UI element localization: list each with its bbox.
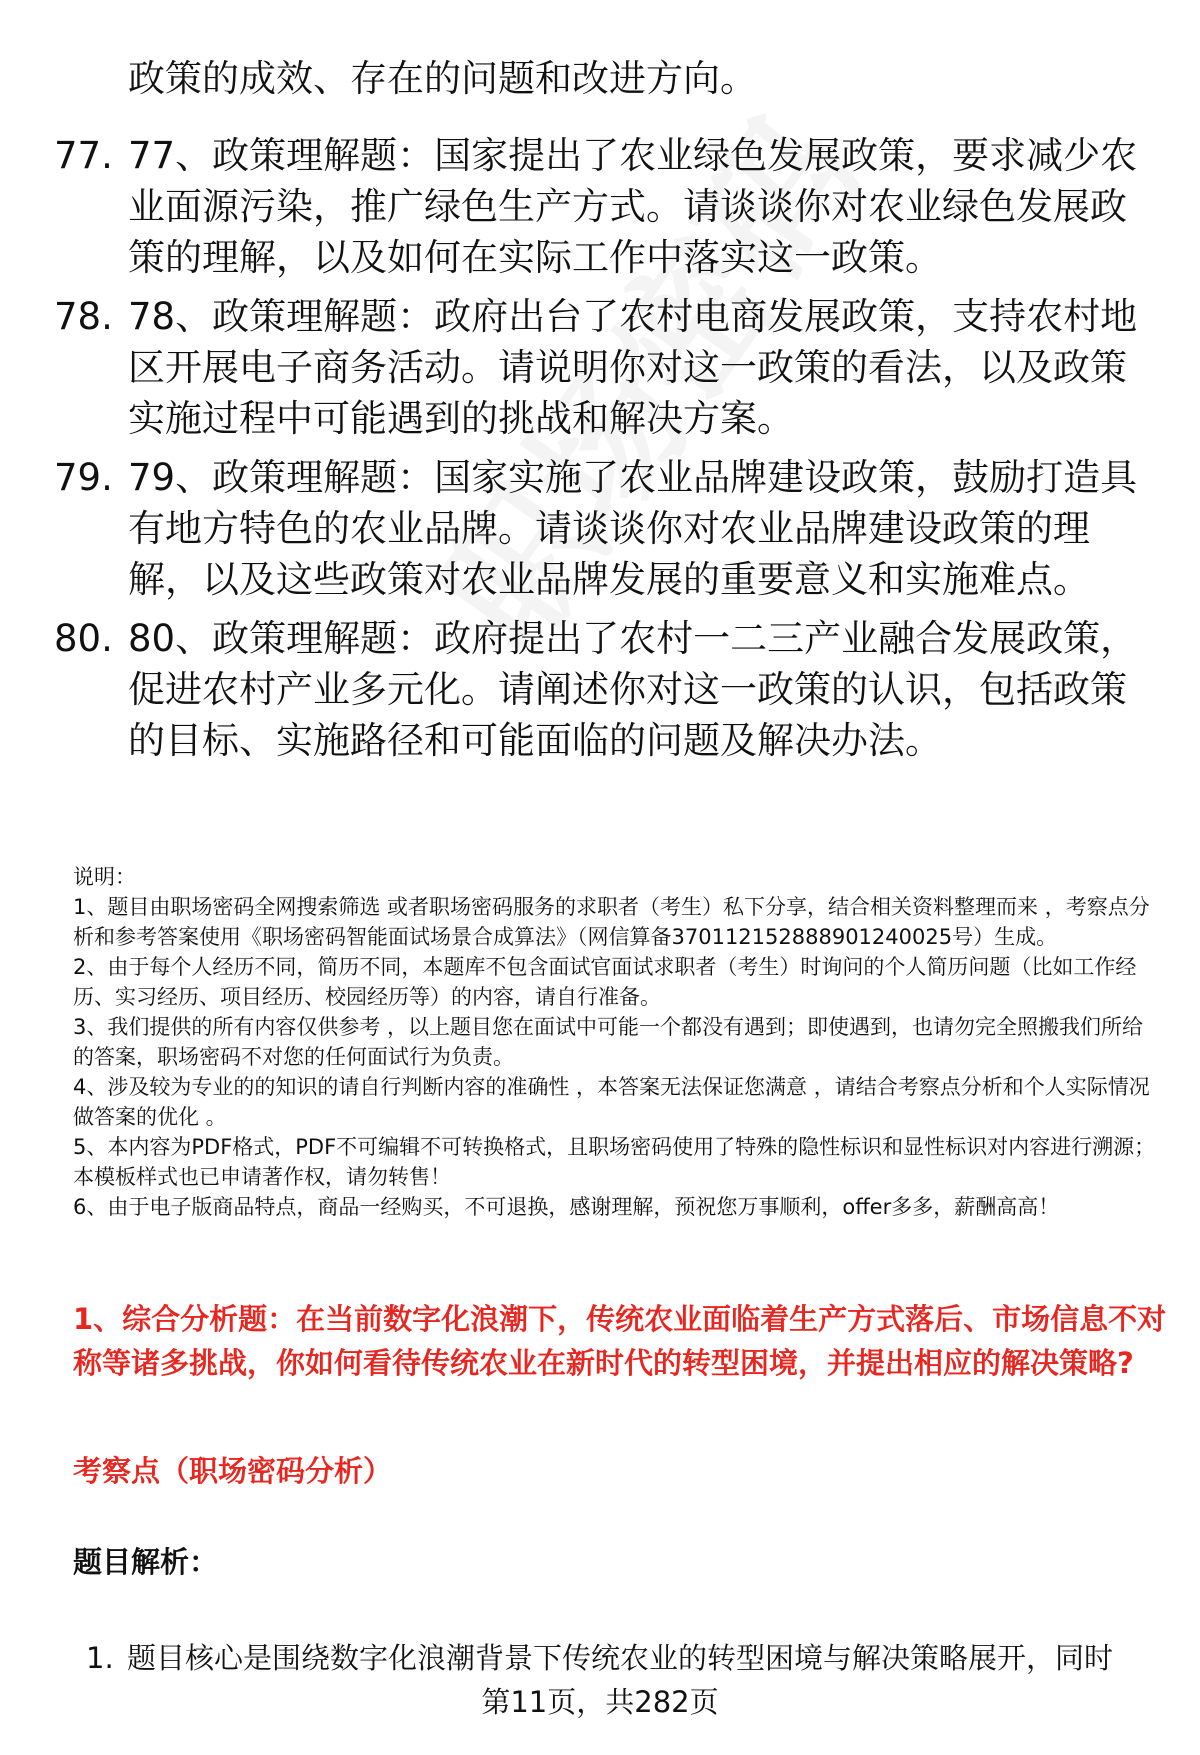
page-footer: 第11页，共282页	[481, 1685, 719, 1719]
analysis-item-text: 题目核心是围绕数字化浪潮背景下传统农业的转型困境与解决策略展开，同时	[127, 1641, 1114, 1675]
section-question: 1、综合分析题：在当前数字化浪潮下，传统农业面临着生产方式落后、市场信息不对称等诸多挑战，你如何看待传统农业在新时代的转型困境，并提出相应的解决策略?	[73, 1302, 1167, 1380]
question-number: 78.	[54, 295, 113, 338]
question-number: 77.	[54, 134, 113, 177]
question-number: 79.	[54, 456, 113, 499]
notes-line-3: 3、我们提供的所有内容仅供参考 ，以上题目您在面试中可能一个都没有遇到；即使遇到，也请勿完全照搬我们所给的答案，职场密码不对您的任何面试行为负责。	[73, 1015, 1144, 1069]
analysis-heading: 题目解析：	[73, 1545, 219, 1579]
notes-line-2: 2、由于每个人经历不同，简历不同，本题库不包含面试官面试求职者（考生）时询问的个人简历问题（比如工作经历、实习经历、项目经历、校园经历等）的内容，请自行准备。	[73, 955, 1137, 1009]
notes-line-6: 6、由于电子版商品特点，商品一经购买，不可退换，感谢理解，预祝您万事顺利，offer多多，薪酬高高！	[73, 1195, 1060, 1219]
notes-line-1: 1、题目由职场密码全网搜索筛选 或者职场密码服务的求职者（考生）私下分享，结合相关资料整理而来 ，考察点分析和参考答案使用《职场密码智能面试场景合成算法》（网信算备370112152888901240025号）生成。	[73, 895, 1150, 949]
question-text: 77、政策理解题：国家提出了农业绿色发展政策，要求减少农业面源污染，推广绿色生产方式。请谈谈你对农业绿色发展政策的理解，以及如何在实际工作中落实这一政策。	[128, 134, 1138, 279]
question-continuation: 政策的成效、存在的问题和改进方向。	[128, 57, 757, 100]
question-text: 79、政策理解题：国家实施了农业品牌建设政策，鼓励打造具有地方特色的农业品牌。请谈谈你对农业品牌建设政策的理解，以及这些政策对农业品牌发展的重要意义和实施难点。	[128, 456, 1138, 601]
analysis-item-number: 1.	[86, 1641, 114, 1675]
question-text: 80、政策理解题：政府提出了农村一二三产业融合发展政策，促进农村产业多元化。请阐述你对这一政策的认识，包括政策的目标、实施路径和可能面临的问题及解决办法。	[128, 617, 1138, 762]
notes-title: 说明：	[73, 865, 136, 889]
notes-block	[73, 862, 1163, 1222]
notes-line-5: 5、本内容为PDF格式，PDF不可编辑不可转换格式，且职场密码使用了特殊的隐性标识和显性标识对内容进行溯源；本模板样式也已申请著作权，请勿转售！	[73, 1135, 1156, 1189]
question-number: 80.	[54, 617, 113, 660]
exam-point-heading: 考察点（职场密码分析）	[73, 1454, 393, 1488]
question-text: 78、政策理解题：政府出台了农村电商发展政策，支持农村地区开展电子商务活动。请说明你对这一政策的看法，以及政策实施过程中可能遇到的挑战和解决方案。	[128, 295, 1138, 440]
notes-line-4: 4、涉及较为专业的的知识的请自行判断内容的准确性 ，本答案无法保证您满意 ，请结合考察点分析和个人实际情况做答案的优化 。	[73, 1075, 1150, 1129]
